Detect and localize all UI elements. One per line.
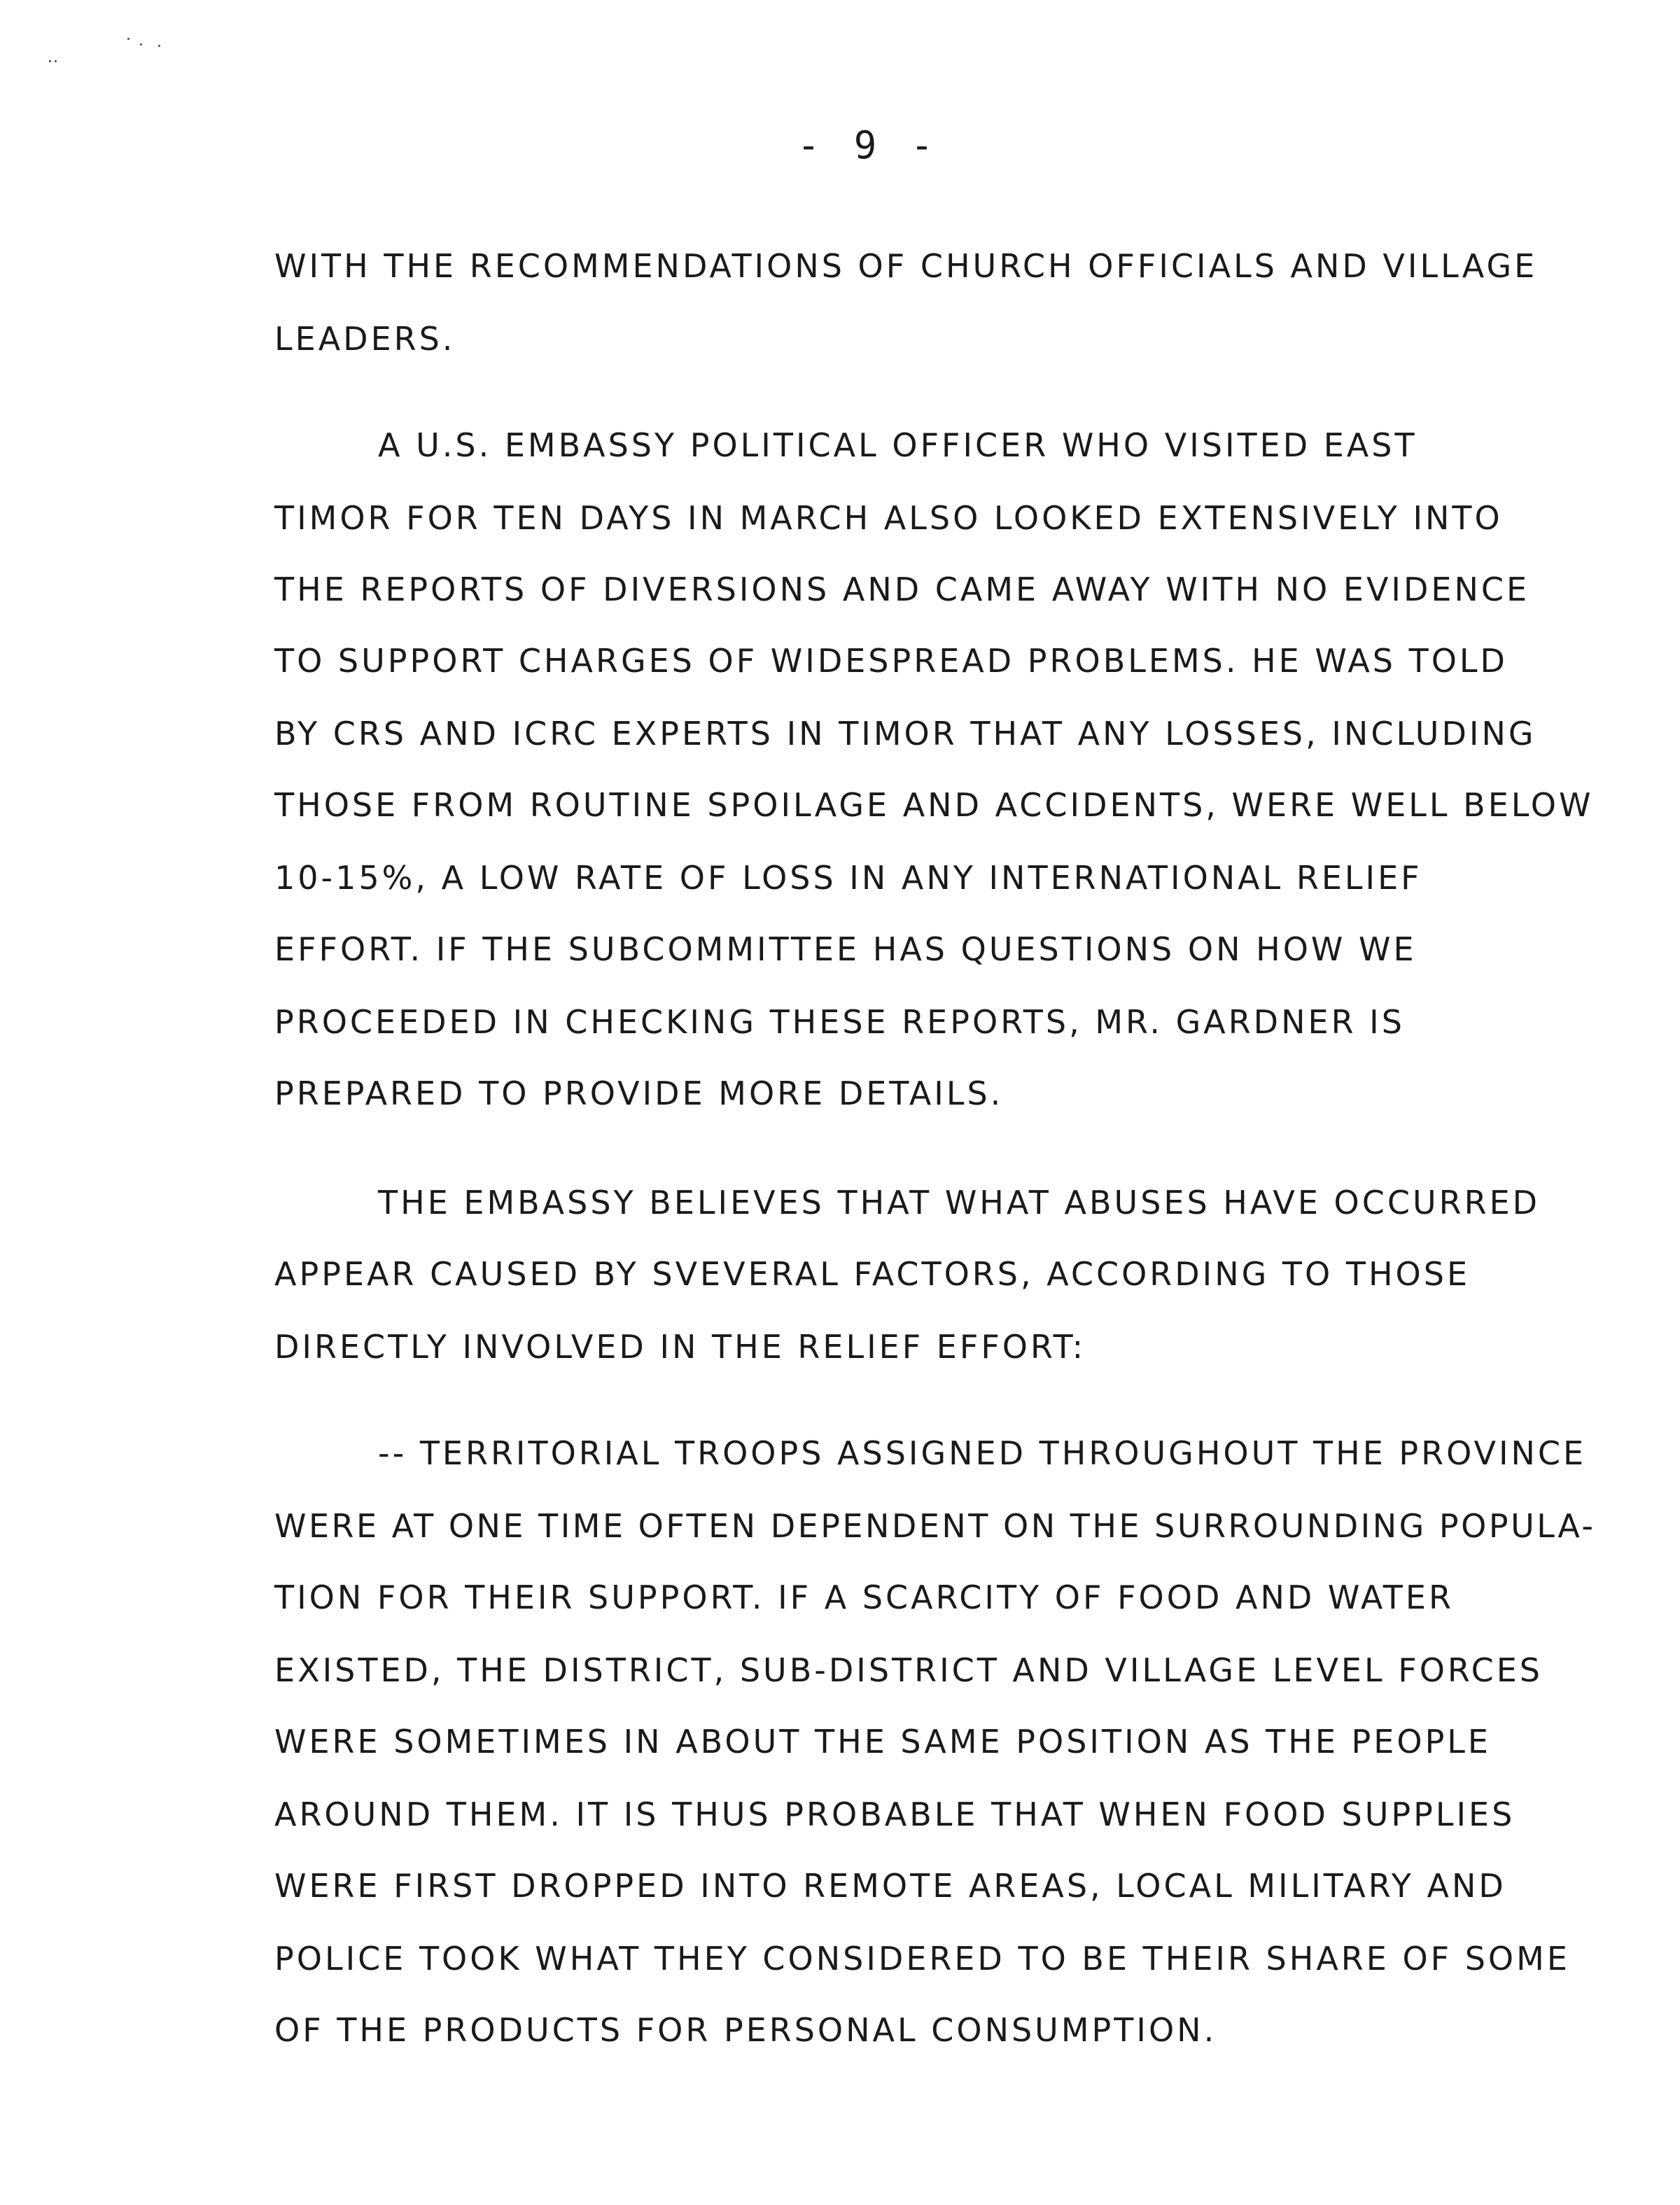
scan-speck [158, 45, 160, 47]
body-line: BY CRS AND ICRC EXPERTS IN TIMOR THAT ANY LOSSES, INCLUDING [274, 715, 1536, 752]
body-line: THE REPORTS OF DIVERSIONS AND CAME AWAY WITH NO EVIDENCE [274, 570, 1530, 608]
body-line: EFFORT. IF THE SUBCOMMITTEE HAS QUESTIONS ON HOW WE [274, 930, 1417, 968]
body-line: WERE SOMETIMES IN ABOUT THE SAME POSITION AS THE PEOPLE [274, 1723, 1491, 1760]
body-line: PROCEEDED IN CHECKING THESE REPORTS, MR. GARDNER IS [274, 1003, 1405, 1041]
body-line: TO SUPPORT CHARGES OF WIDESPREAD PROBLEMS. HE WAS TOLD [274, 642, 1508, 680]
body-line: LEADERS. [274, 320, 456, 358]
scan-speck [55, 60, 57, 62]
body-line: APPEAR CAUSED BY SVEVERAL FACTORS, ACCORDING TO THOSE [274, 1255, 1471, 1293]
page-number: - 9 - [797, 123, 939, 167]
body-line: WITH THE RECOMMENDATIONS OF CHURCH OFFICIALS AND VILLAGE [274, 247, 1538, 285]
body-line: DIRECTLY INVOLVED IN THE RELIEF EFFORT: [274, 1328, 1086, 1366]
body-line: TIMOR FOR TEN DAYS IN MARCH ALSO LOOKED EXTENSIVELY INTO [274, 499, 1503, 537]
body-line: WERE FIRST DROPPED INTO REMOTE AREAS, LOCAL MILITARY AND [274, 1867, 1506, 1905]
body-line: THE EMBASSY BELIEVES THAT WHAT ABUSES HAVE OCCURRED [378, 1184, 1541, 1222]
body-line: PREPARED TO PROVIDE MORE DETAILS. [274, 1074, 1004, 1112]
body-line: TION FOR THEIR SUPPORT. IF A SCARCITY OF FOOD AND WATER [274, 1578, 1454, 1616]
body-line: OF THE PRODUCTS FOR PERSONAL CONSUMPTION. [274, 2011, 1217, 2049]
body-line: A U.S. EMBASSY POLITICAL OFFICER WHO VISITED EAST [378, 426, 1418, 464]
body-line: AROUND THEM. IT IS THUS PROBABLE THAT WHEN FOOD SUPPLIES [274, 1795, 1516, 1833]
body-line: THOSE FROM ROUTINE SPOILAGE AND ACCIDENTS, WERE WELL BELOW [274, 786, 1594, 824]
body-line: POLICE TOOK WHAT THEY CONSIDERED TO BE THEIR SHARE OF SOME [274, 1940, 1570, 1977]
body-line: 10-15%, A LOW RATE OF LOSS IN ANY INTERNATIONAL RELIEF [274, 859, 1422, 897]
scan-speck [49, 60, 51, 62]
scan-speck [140, 43, 142, 46]
scan-speck [127, 38, 130, 40]
body-line: EXISTED, THE DISTRICT, SUB-DISTRICT AND VILLAGE LEVEL FORCES [274, 1651, 1543, 1689]
body-line: WERE AT ONE TIME OFTEN DEPENDENT ON THE SURROUNDING POPULA- [274, 1507, 1596, 1545]
body-line: -- TERRITORIAL TROOPS ASSIGNED THROUGHOUT THE PROVINCE [378, 1434, 1587, 1472]
